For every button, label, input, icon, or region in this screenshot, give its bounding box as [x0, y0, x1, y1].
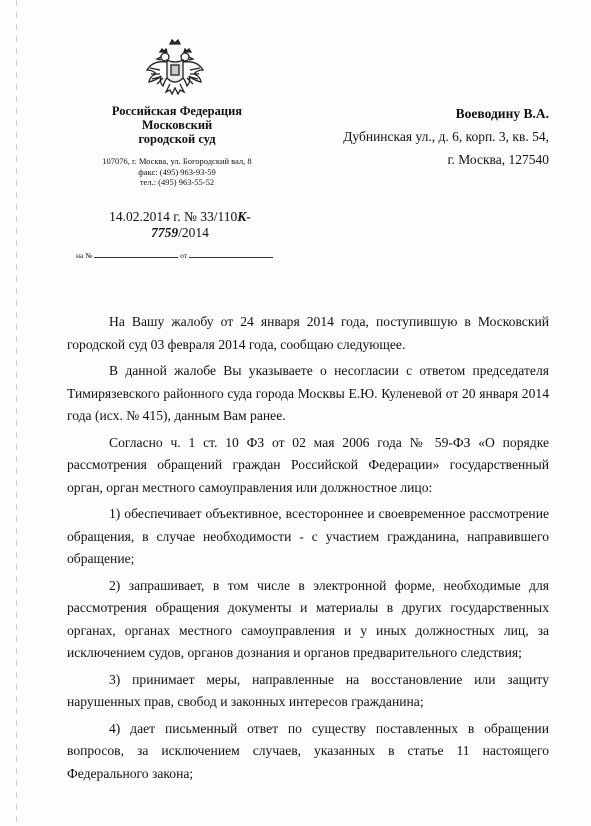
recipient-name: Воеводину В.А.	[455, 106, 549, 121]
recipient-block	[343, 102, 549, 171]
ref-date-label: от	[180, 251, 188, 260]
list-item: 4) дает письменный ответ по существу поставленных в обращении вопросов, за исключением случаев, указанных в статье 11 настоящего Федерального закона;	[67, 720, 549, 781]
list-item: 1) обеспечивает объективное, всестороннее и своевременное рассмотрение обращения, в случае необходимости - с участием гражданина, направившего обращение;	[67, 506, 549, 566]
handwritten-number: 7759	[151, 225, 179, 240]
court-contacts	[80, 156, 274, 188]
letter-body	[67, 311, 549, 789]
org-line: Московский	[141, 118, 213, 132]
paragraph: В данной жалобе Вы указываете о несогласии с ответом председателя Тимирязевского районного суда города Москвы Е.Ю. Куленевой от 20 января 2014 года (исх. № 415), данным Вам ранее.	[67, 363, 549, 423]
reference-line	[76, 250, 281, 261]
scan-edge	[16, 0, 17, 826]
court-name	[97, 104, 257, 146]
recipient-city: г. Москва, 127540	[447, 152, 549, 167]
org-line: городской суд	[138, 132, 216, 146]
double-headed-eagle-emblem-icon	[143, 38, 207, 102]
recipient-street: Дубнинская ул., д. 6, корп. 3, кв. 54,	[343, 129, 549, 144]
list-item: 3) принимает меры, направленные на восстановление или защиту нарушенных прав, свобод и законных интересов гражданина;	[67, 671, 549, 709]
court-phone: тел.: (495) 963-55-52	[139, 177, 215, 187]
ref-number-blank	[94, 250, 178, 258]
outgoing-number	[95, 209, 265, 241]
ref-date-blank	[189, 250, 273, 258]
paragraph: На Вашу жалобу от 24 января 2014 года, поступившую в Московский городской суд 03 февраля 2014 года, сообщаю следующее.	[67, 314, 549, 352]
court-address: 107076, г. Москва, ул. Богородский вал, 8	[102, 156, 252, 166]
list-item: 2) запрашивает, в том числе в электронной форме, необходимые для рассмотрения обращения документы и материалы в других государственных органах, органах местного самоуправления и у иных должностных лиц, за исключением судов, органов дознания и органов предварительного следствия;	[67, 577, 549, 660]
outgoing-suffix: /2014	[178, 225, 209, 240]
ref-number-label: на №	[76, 251, 93, 260]
org-line: Российская Федерация	[111, 104, 243, 118]
paragraph: Согласно ч. 1 ст. 10 ФЗ от 02 мая 2006 года № 59-ФЗ «О порядке рассмотрения обращений граждан Российской Федерации» государственный орган, орган местного самоуправления или должностное лицо:	[67, 434, 549, 495]
court-fax: факс: (495) 963-93-59	[138, 166, 216, 177]
outgoing-prefix: 14.02.2014 г. № 33/110	[109, 209, 238, 224]
handwritten-code: К-	[237, 209, 251, 224]
